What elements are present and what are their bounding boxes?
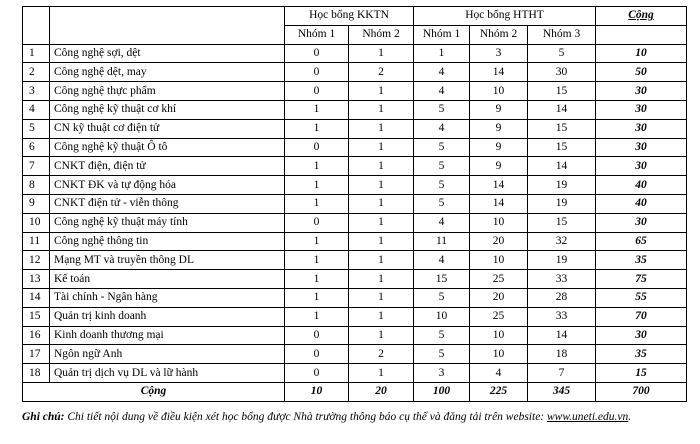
- row-total: 75: [596, 270, 687, 289]
- table-row: [23, 176, 687, 195]
- cell-htht-nhom1: 10: [414, 307, 470, 326]
- row-major-name: Công nghệ kỹ thuật Ô tô: [50, 138, 285, 157]
- row-major-name: Công nghệ sợi, dệt: [50, 44, 285, 63]
- table-row: [23, 307, 687, 326]
- cell-kktn-nhom2: 1: [349, 232, 414, 251]
- row-total: 55: [596, 288, 687, 307]
- cell-htht-nhom3: 15: [528, 213, 596, 232]
- cell-kktn-nhom2: 1: [349, 157, 414, 176]
- table-body: [23, 44, 687, 382]
- row-major-name: Kinh doanh thương mại: [50, 326, 285, 345]
- cell-htht-nhom2: 25: [470, 307, 528, 326]
- row-major-name: Mạng MT và truyền thông DL: [50, 251, 285, 270]
- cell-htht-nhom3: 14: [528, 100, 596, 119]
- table-row: [23, 44, 687, 63]
- row-major-name: Quản trị kinh doanh: [50, 307, 285, 326]
- cell-htht-nhom3: 14: [528, 326, 596, 345]
- cell-kktn-nhom1: 0: [285, 326, 349, 345]
- header-kktn: Học bổng KKTN: [285, 7, 414, 26]
- row-total: 30: [596, 138, 687, 157]
- cell-htht-nhom1: 5: [414, 326, 470, 345]
- cell-htht-nhom2: 9: [470, 119, 528, 138]
- cell-htht-nhom2: 25: [470, 270, 528, 289]
- row-index: 12: [23, 251, 50, 270]
- cell-kktn-nhom1: 1: [285, 176, 349, 195]
- header-htht-nhom2: Nhóm 2: [470, 25, 528, 44]
- header-empty-idx: [23, 7, 50, 45]
- cell-kktn-nhom1: 1: [285, 251, 349, 270]
- row-major-name: Công nghệ thực phẩm: [50, 82, 285, 101]
- cell-htht-nhom1: 11: [414, 232, 470, 251]
- row-index: 8: [23, 176, 50, 195]
- header-empty-name: [50, 7, 285, 45]
- cell-htht-nhom3: 18: [528, 345, 596, 364]
- cell-kktn-nhom2: 1: [349, 138, 414, 157]
- cell-htht-nhom2: 14: [470, 63, 528, 82]
- table-row: [23, 119, 687, 138]
- cell-kktn-nhom2: 1: [349, 44, 414, 63]
- row-index: 5: [23, 119, 50, 138]
- row-index: 17: [23, 345, 50, 364]
- table-row: [23, 288, 687, 307]
- total-kktn-nhom1: 10: [285, 382, 349, 401]
- row-total: 35: [596, 345, 687, 364]
- cell-htht-nhom3: 5: [528, 44, 596, 63]
- row-total: 30: [596, 157, 687, 176]
- cell-htht-nhom2: 10: [470, 251, 528, 270]
- cell-kktn-nhom2: 1: [349, 326, 414, 345]
- table-row: [23, 157, 687, 176]
- cell-htht-nhom1: 4: [414, 82, 470, 101]
- table-row: [23, 213, 687, 232]
- cell-kktn-nhom2: 1: [349, 194, 414, 213]
- cell-kktn-nhom1: 0: [285, 82, 349, 101]
- table-row: [23, 364, 687, 383]
- cell-kktn-nhom2: 1: [349, 176, 414, 195]
- cell-kktn-nhom2: 1: [349, 307, 414, 326]
- cell-htht-nhom1: 5: [414, 194, 470, 213]
- row-total: 50: [596, 63, 687, 82]
- total-grand: 700: [596, 382, 687, 401]
- cell-kktn-nhom2: 1: [349, 270, 414, 289]
- row-total: 65: [596, 232, 687, 251]
- cell-htht-nhom1: 3: [414, 364, 470, 383]
- cell-htht-nhom3: 33: [528, 270, 596, 289]
- header-kktn-nhom2: Nhóm 2: [349, 25, 414, 44]
- cell-htht-nhom2: 9: [470, 157, 528, 176]
- row-total: 30: [596, 100, 687, 119]
- total-label: Cộng: [23, 382, 285, 401]
- table-row: [23, 138, 687, 157]
- header-total-empty: [596, 25, 687, 44]
- cell-kktn-nhom2: 1: [349, 251, 414, 270]
- row-total: 70: [596, 307, 687, 326]
- row-index: 3: [23, 82, 50, 101]
- cell-kktn-nhom2: 2: [349, 345, 414, 364]
- cell-htht-nhom1: 5: [414, 157, 470, 176]
- table-row: [23, 63, 687, 82]
- row-index: 4: [23, 100, 50, 119]
- cell-kktn-nhom2: 1: [349, 100, 414, 119]
- cell-kktn-nhom2: 1: [349, 288, 414, 307]
- footnote-label: Ghi chú:: [22, 411, 65, 423]
- cell-htht-nhom3: 33: [528, 307, 596, 326]
- row-major-name: CNKT điện tử - viễn thông: [50, 194, 285, 213]
- table-row: [23, 194, 687, 213]
- total-htht-nhom3: 345: [528, 382, 596, 401]
- table-row: [23, 251, 687, 270]
- header-total: Cộng: [596, 7, 687, 26]
- table-row: [23, 82, 687, 101]
- total-row: [23, 382, 687, 401]
- cell-htht-nhom3: 19: [528, 176, 596, 195]
- scholarship-table: [22, 6, 687, 402]
- cell-kktn-nhom2: 1: [349, 82, 414, 101]
- row-major-name: CNKT điện, điện tử: [50, 157, 285, 176]
- cell-htht-nhom2: 10: [470, 345, 528, 364]
- row-index: 6: [23, 138, 50, 157]
- cell-kktn-nhom1: 1: [285, 119, 349, 138]
- row-major-name: Kế toán: [50, 270, 285, 289]
- table-row: [23, 270, 687, 289]
- row-total: 40: [596, 176, 687, 195]
- header-htht: Học bổng HTHT: [414, 7, 596, 26]
- table-row: [23, 232, 687, 251]
- row-major-name: Công nghệ thông tin: [50, 232, 285, 251]
- cell-htht-nhom1: 5: [414, 176, 470, 195]
- total-kktn-nhom2: 20: [349, 382, 414, 401]
- cell-kktn-nhom1: 0: [285, 213, 349, 232]
- cell-htht-nhom3: 14: [528, 157, 596, 176]
- cell-kktn-nhom2: 2: [349, 63, 414, 82]
- row-major-name: Công nghệ dệt, may: [50, 63, 285, 82]
- table-row: [23, 326, 687, 345]
- cell-htht-nhom2: 10: [470, 82, 528, 101]
- header-htht-nhom1: Nhóm 1: [414, 25, 470, 44]
- row-major-name: Quản trị dịch vụ DL và lữ hành: [50, 364, 285, 383]
- cell-kktn-nhom1: 1: [285, 194, 349, 213]
- footnote-text: Chi tiết nội dung về điều kiện xét học bổng được Nhà trường thông báo cụ thể và đăng tải trên website:: [64, 411, 548, 423]
- cell-htht-nhom1: 4: [414, 63, 470, 82]
- row-major-name: Công nghệ kỹ thuật máy tính: [50, 213, 285, 232]
- cell-htht-nhom1: 5: [414, 100, 470, 119]
- cell-kktn-nhom1: 0: [285, 63, 349, 82]
- cell-htht-nhom1: 4: [414, 213, 470, 232]
- row-total: 15: [596, 364, 687, 383]
- cell-kktn-nhom1: 0: [285, 345, 349, 364]
- row-total: 30: [596, 213, 687, 232]
- row-total: 40: [596, 194, 687, 213]
- cell-kktn-nhom1: 0: [285, 364, 349, 383]
- header-row-groups: [23, 7, 687, 26]
- cell-htht-nhom2: 9: [470, 138, 528, 157]
- row-total: 10: [596, 44, 687, 63]
- cell-htht-nhom2: 10: [470, 326, 528, 345]
- cell-htht-nhom1: 4: [414, 251, 470, 270]
- cell-htht-nhom3: 15: [528, 82, 596, 101]
- total-htht-nhom2: 225: [470, 382, 528, 401]
- cell-kktn-nhom2: 1: [349, 213, 414, 232]
- cell-htht-nhom2: 9: [470, 100, 528, 119]
- cell-kktn-nhom1: 1: [285, 270, 349, 289]
- footnote: [22, 410, 686, 425]
- cell-htht-nhom2: 3: [470, 44, 528, 63]
- row-index: 14: [23, 288, 50, 307]
- row-major-name: Công nghệ kỹ thuật cơ khí: [50, 100, 285, 119]
- cell-htht-nhom2: 4: [470, 364, 528, 383]
- cell-htht-nhom1: 5: [414, 288, 470, 307]
- cell-htht-nhom1: 4: [414, 119, 470, 138]
- row-index: 1: [23, 44, 50, 63]
- cell-kktn-nhom1: 1: [285, 232, 349, 251]
- row-index: 2: [23, 63, 50, 82]
- cell-htht-nhom1: 5: [414, 345, 470, 364]
- total-htht-nhom1: 100: [414, 382, 470, 401]
- row-index: 11: [23, 232, 50, 251]
- row-index: 10: [23, 213, 50, 232]
- cell-htht-nhom3: 19: [528, 194, 596, 213]
- cell-htht-nhom2: 14: [470, 194, 528, 213]
- cell-htht-nhom3: 32: [528, 232, 596, 251]
- cell-kktn-nhom1: 0: [285, 44, 349, 63]
- row-index: 15: [23, 307, 50, 326]
- cell-htht-nhom3: 7: [528, 364, 596, 383]
- cell-htht-nhom2: 20: [470, 288, 528, 307]
- cell-kktn-nhom2: 1: [349, 364, 414, 383]
- cell-htht-nhom2: 10: [470, 213, 528, 232]
- cell-htht-nhom1: 15: [414, 270, 470, 289]
- row-total: 30: [596, 326, 687, 345]
- row-index: 13: [23, 270, 50, 289]
- row-total: 35: [596, 251, 687, 270]
- cell-kktn-nhom1: 1: [285, 307, 349, 326]
- header-kktn-nhom1: Nhóm 1: [285, 25, 349, 44]
- cell-kktn-nhom1: 0: [285, 138, 349, 157]
- cell-htht-nhom1: 1: [414, 44, 470, 63]
- header-htht-nhom3: Nhóm 3: [528, 25, 596, 44]
- cell-htht-nhom3: 19: [528, 251, 596, 270]
- cell-kktn-nhom2: 1: [349, 119, 414, 138]
- row-index: 7: [23, 157, 50, 176]
- cell-htht-nhom2: 14: [470, 176, 528, 195]
- row-major-name: Tài chính - Ngân hàng: [50, 288, 285, 307]
- row-major-name: Ngôn ngữ Anh: [50, 345, 285, 364]
- website-link[interactable]: www.uneti.edu.vn: [547, 411, 629, 423]
- cell-htht-nhom3: 15: [528, 138, 596, 157]
- table-row: [23, 100, 687, 119]
- table-row: [23, 345, 687, 364]
- cell-kktn-nhom1: 1: [285, 157, 349, 176]
- cell-htht-nhom2: 20: [470, 232, 528, 251]
- row-index: 16: [23, 326, 50, 345]
- cell-htht-nhom3: 28: [528, 288, 596, 307]
- cell-htht-nhom3: 15: [528, 119, 596, 138]
- row-major-name: CNKT ĐK và tự động hóa: [50, 176, 285, 195]
- cell-htht-nhom3: 30: [528, 63, 596, 82]
- row-index: 9: [23, 194, 50, 213]
- row-total: 30: [596, 82, 687, 101]
- row-major-name: CN kỹ thuật cơ điện tử: [50, 119, 285, 138]
- row-index: 18: [23, 364, 50, 383]
- cell-kktn-nhom1: 1: [285, 288, 349, 307]
- row-total: 30: [596, 119, 687, 138]
- cell-kktn-nhom1: 1: [285, 100, 349, 119]
- cell-htht-nhom1: 5: [414, 138, 470, 157]
- footnote-end: .: [628, 411, 632, 423]
